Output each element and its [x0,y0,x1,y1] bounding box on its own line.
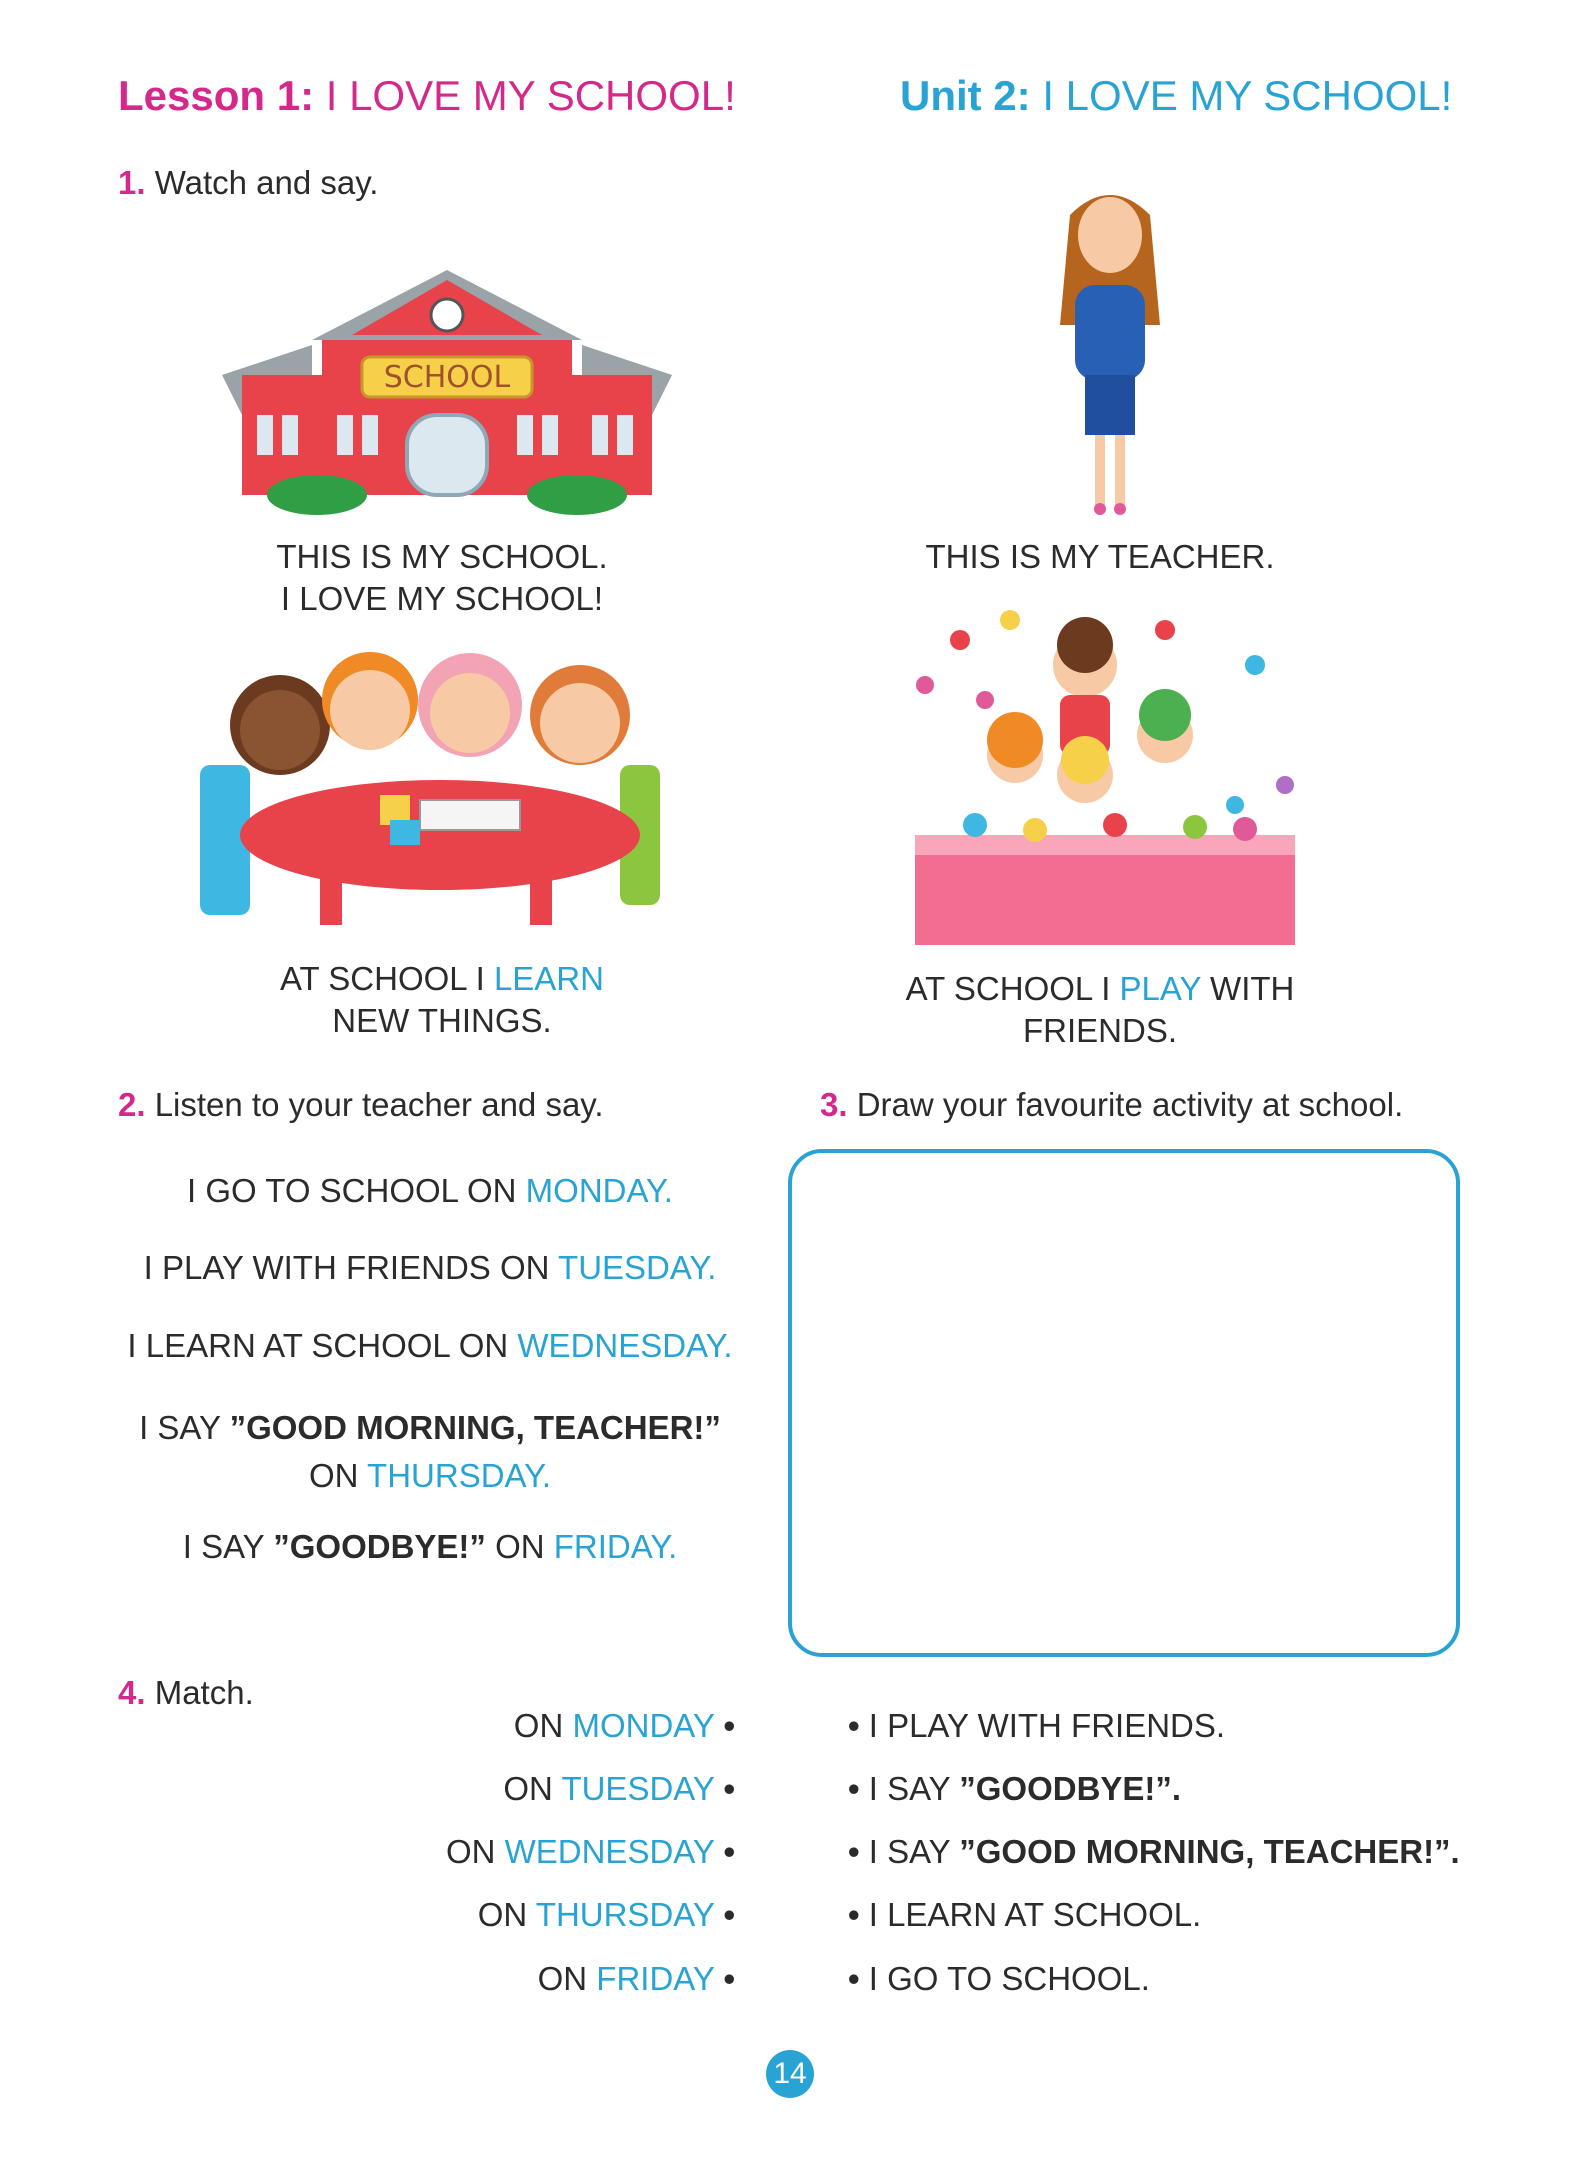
exercise-4-text: Match. [145,1674,254,1711]
day-thursday: THURSDAY. [367,1457,552,1494]
exercise-3-text: Draw your favourite activity at school. [847,1086,1404,1123]
caption-school-line-2: I LOVE MY SCHOOL! [280,580,604,617]
match-left-monday[interactable]: ON MONDAY • [513,1707,735,1744]
lesson-label: Lesson 1: [118,72,315,119]
caption-learn-c: NEW THINGS. [332,1002,552,1039]
exercise-1-text: Watch and say. [145,164,379,201]
match-dot[interactable]: • [848,1896,860,1933]
exercise-4-number: 4. [118,1674,146,1711]
ex2-line-tuesday: I PLAY WITH FRIENDS ON TUESDAY. [143,1249,717,1286]
page-number: 14 [766,2050,814,2098]
match-right-learn[interactable]: • I LEARN AT SCHOOL. [848,1896,1202,1933]
exercise-3-heading [820,1086,1403,1124]
ex2-line-wednesday: I LEARN AT SCHOOL ON WEDNESDAY. [127,1327,733,1364]
caption-play-c: WITH [1200,970,1295,1007]
drawing-area[interactable] [788,1149,1460,1657]
match-dot[interactable]: • [723,1833,735,1870]
match-left-wednesday[interactable]: ON WEDNESDAY • [445,1833,735,1870]
match-left-friday[interactable]: ON FRIDAY • [537,1960,735,1997]
lesson-title [118,72,736,120]
exercise-1-heading [118,164,378,202]
caption-school [182,536,702,620]
exercise-2-heading [118,1086,604,1124]
exercise-1-number: 1. [118,164,146,201]
caption-learn-a: AT SCHOOL I [280,960,494,997]
unit-label: Unit 2: [900,72,1031,119]
match-left-tuesday[interactable]: ON TUESDAY • [503,1770,735,1807]
match-right-play[interactable]: • I PLAY WITH FRIENDS. [848,1707,1226,1744]
match-right-good-morning[interactable]: • I SAY ”GOOD MORNING, TEACHER!”. [848,1833,1460,1870]
ex2-line-thursday: I SAY ”GOOD MORNING, TEACHER!” ON THURSDAY. [139,1409,721,1494]
day-wednesday: WEDNESDAY. [517,1327,733,1364]
match-dot[interactable]: • [848,1770,860,1807]
caption-play-d: FRIENDS. [1022,1012,1177,1049]
exercise-4-heading [118,1674,254,1712]
match-dot[interactable]: • [848,1707,860,1744]
caption-play [840,968,1360,1052]
match-dot[interactable]: • [723,1770,735,1807]
caption-play-a: AT SCHOOL I [905,970,1120,1007]
day-friday: FRIDAY. [553,1528,678,1565]
match-dot[interactable]: • [723,1707,735,1744]
unit-title [900,72,1452,120]
match-right-go[interactable]: • I GO TO SCHOOL. [848,1960,1150,1997]
caption-school-line-1: THIS IS MY SCHOOL. [276,538,608,575]
exercise-2-number: 2. [118,1086,146,1123]
match-left-thursday[interactable]: ON THURSDAY • [477,1896,735,1933]
match-dot[interactable]: • [848,1960,860,1997]
match-right-goodbye[interactable]: • I SAY ”GOODBYE!”. [848,1770,1182,1807]
ex2-line-friday: I SAY ”GOODBYE!” ON FRIDAY. [182,1528,678,1565]
exercise-2-text: Listen to your teacher and say. [145,1086,604,1123]
lesson-name: I LOVE MY SCHOOL! [314,72,736,119]
ex2-line-monday: I GO TO SCHOOL ON MONDAY. [187,1172,673,1209]
school-sign-text: SCHOOL [383,360,511,395]
caption-play-keyword: PLAY [1119,970,1201,1007]
school-building-illustration [222,265,672,515]
caption-teacher: THIS IS MY TEACHER. [925,538,1275,575]
caption-learn-keyword: LEARN [493,960,604,997]
unit-name: I LOVE MY SCHOOL! [1030,72,1453,119]
day-tuesday: TUESDAY. [558,1249,717,1286]
ball-pit-illustration [915,605,1295,945]
quote-good-morning: ”GOOD MORNING, TEACHER!” [229,1409,721,1446]
exercise-3-number: 3. [820,1086,848,1123]
teacher-illustration [1040,175,1180,515]
match-dot[interactable]: • [848,1833,860,1870]
quote-goodbye: ”GOODBYE!” [273,1528,486,1565]
kids-at-table-illustration [200,635,680,935]
day-monday: MONDAY. [525,1172,673,1209]
match-dot[interactable]: • [723,1960,735,1997]
caption-learn [182,958,702,1042]
match-dot[interactable]: • [723,1896,735,1933]
